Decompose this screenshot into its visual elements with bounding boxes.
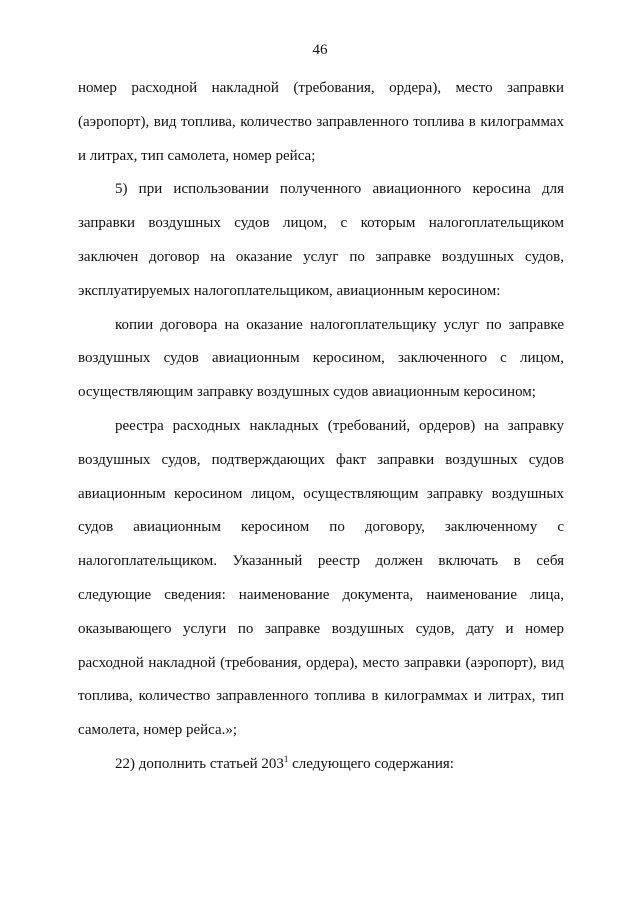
item-22-text-start: 22) дополнить статьей 203: [115, 755, 284, 772]
page-number: 46: [312, 42, 328, 58]
document-body: [78, 72, 564, 782]
paragraph-item-5: 5) при использовании полученного авиационного керосина для заправки воздушных судов лицом, с которым налогоплательщиком заключен договор на оказание услуг по заправке воздушных судов, эксплуатируемых налогоплательщиком, авиационным керосином:: [78, 181, 564, 299]
article-superscript: 1: [283, 753, 289, 764]
paragraph-contract-copy: копии договора на оказание налогоплательщику услуг по заправке воздушных судов авиационным керосином, заключенного с лицом, осуществляющим заправку воздушных судов авиационным керосином;: [78, 316, 564, 401]
paragraph-continuation: номер расходной накладной (требования, ордера), место заправки (аэропорт), вид топлива, количество заправленного топлива в килограммах и литрах, тип самолета, номер рейса;: [78, 80, 564, 164]
paragraph-invoice-register: реестра расходных накладных (требований, ордеров) на заправку воздушных судов, подтверждающих факт заправки воздушных судов авиационным керосином лицом, осуществляющим заправку воздушных судов авиационным керосином по договору, заключенному с налогоплательщиком. Указанный реестр должен включать в себя следующие сведения: наименование документа, наименование лица, оказывающего услуги по заправке воздушных судов, дату и номер расходной накладной (требования, ордера), место заправки (аэропорт), вид топлива, количество заправленного топлива в килограммах и литрах, тип самолета, номер рейса.»;: [78, 417, 564, 739]
paragraph-item-22: [78, 748, 564, 782]
item-22-text-end: следующего содержания:: [288, 755, 454, 772]
